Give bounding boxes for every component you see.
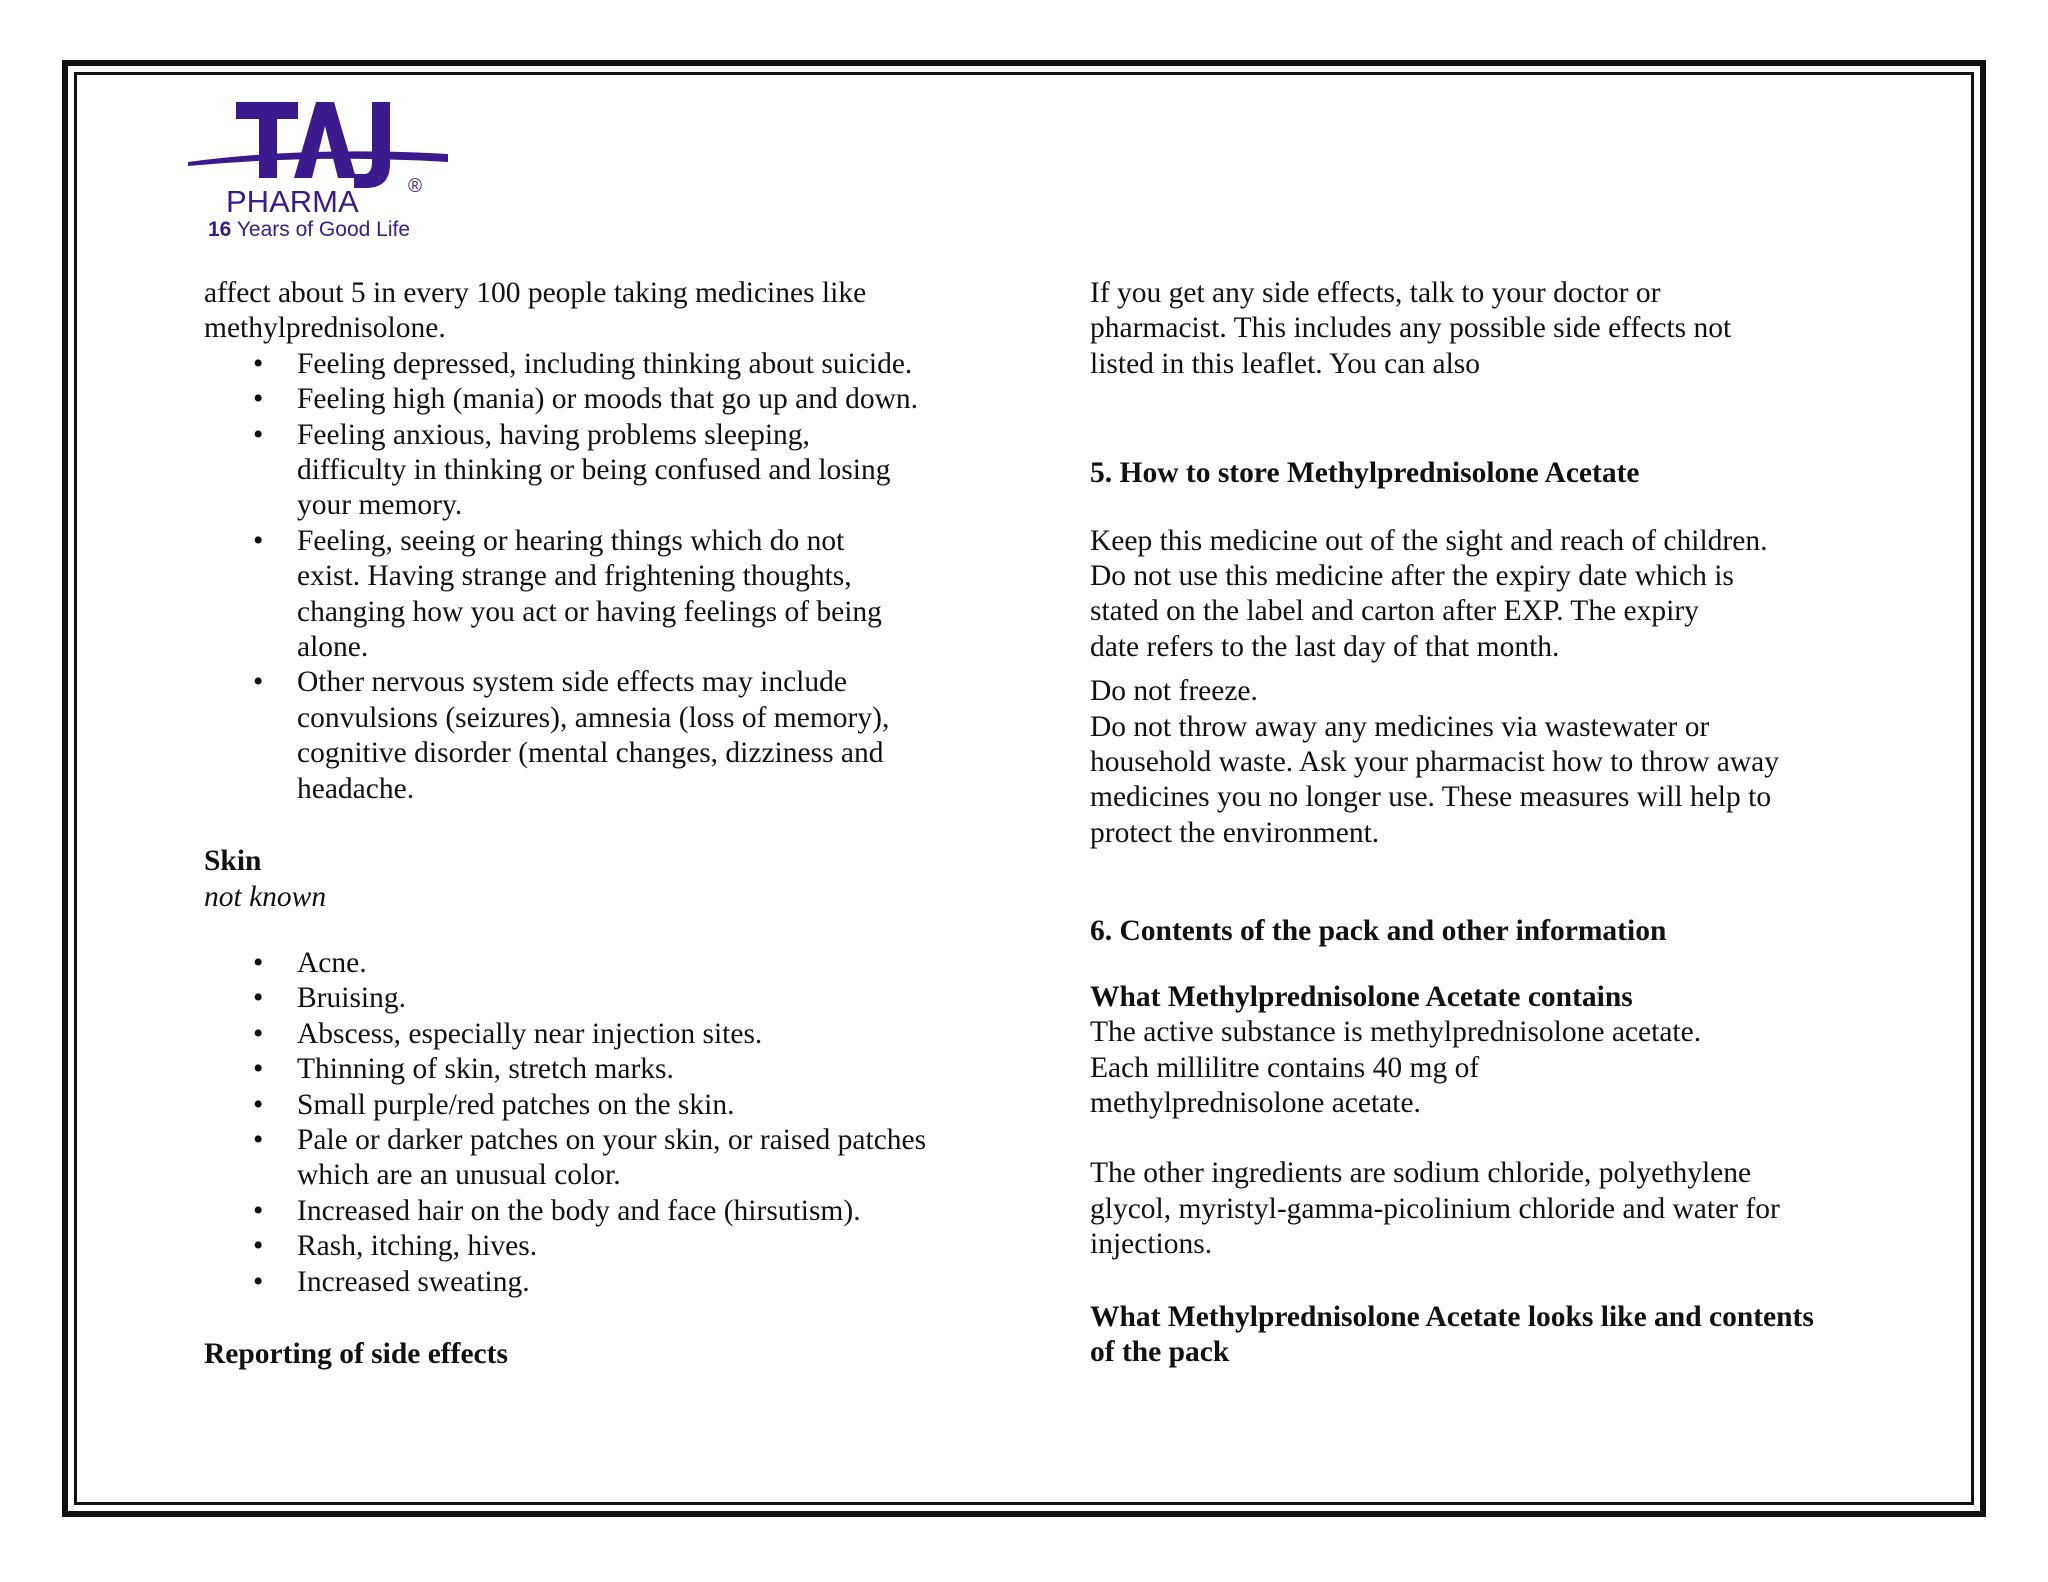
list-item — [204, 1088, 1004, 1123]
list-item — [204, 418, 1004, 524]
disposal-line: household waste. Ask your pharmacist how to throw away — [1090, 746, 1780, 779]
logo-years-text: Years of Good Life — [231, 218, 410, 241]
section-6-heading: 6. Contents of the pack and other information — [1090, 915, 1667, 948]
list-item-text: changing how you act or having feelings of being — [297, 595, 882, 628]
intro-line: methylprednisolone. — [204, 312, 446, 345]
right-column — [1090, 276, 1890, 1370]
list-item-text: exist. Having strange and frightening thoughts, — [297, 560, 852, 593]
intro-line: affect about 5 in every 100 people taking medicines like — [204, 277, 867, 309]
disposal-line: medicines you no longer use. These measures will help to — [1090, 781, 1772, 814]
list-item — [204, 946, 1004, 981]
list-item-text: • Feeling anxious, having problems sleeping, — [297, 418, 810, 451]
list-item-text: Rash, itching, hives. — [297, 1230, 538, 1263]
taj-pharma-logo — [186, 96, 466, 246]
list-item — [204, 981, 1004, 1016]
other-ingredients-paragraph — [1090, 1156, 1890, 1262]
logo-pharma-text: PHARMA — [226, 184, 359, 219]
list-item — [204, 1229, 1004, 1264]
list-item — [204, 1052, 1004, 1087]
list-item — [204, 1265, 1004, 1300]
list-item-text: your memory. — [297, 489, 463, 522]
list-item — [204, 524, 1004, 666]
disposal-paragraph — [1090, 674, 1890, 851]
list-item-text: Abscess, especially near injection sites. — [297, 1017, 763, 1050]
list-item-text: Feeling high (mania) or moods that go up and down. — [297, 383, 919, 416]
list-item — [204, 1017, 1004, 1052]
other-ingredients-line: injections. — [1090, 1228, 1213, 1261]
list-item — [204, 382, 1004, 417]
active-line: The active substance is methylprednisolone acetate. — [1090, 1016, 1702, 1049]
disposal-line: Do not freeze. — [1090, 675, 1258, 708]
list-item-text: cognitive disorder (mental changes, dizziness and — [297, 737, 884, 770]
list-item-text: which are an unusual color. — [297, 1159, 621, 1192]
logo-tagline — [208, 218, 410, 242]
list-item — [204, 1194, 1004, 1229]
list-item-text: Acne. — [297, 946, 367, 979]
reporting-heading: Reporting of side effects — [204, 1337, 508, 1370]
skin-frequency: not known — [204, 880, 327, 913]
intro-line: If you get any side effects, talk to your doctor or — [1090, 277, 1661, 309]
storage-line: date refers to the last day of that month. — [1090, 630, 1560, 663]
skin-side-effects-list — [204, 946, 1004, 1300]
intro-line: listed in this leaflet. You can also — [1090, 347, 1481, 380]
skin-heading: Skin — [204, 845, 262, 878]
list-item-text: • Feeling, seeing or hearing things which do not — [297, 524, 845, 557]
list-item-text: • Other nervous system side effects may include — [297, 666, 847, 699]
list-item-text: convulsions (seizures), amnesia (loss of memory), — [297, 701, 890, 734]
logo-years-number: 16 — [208, 218, 232, 241]
active-line: Each millilitre contains 40 mg of — [1090, 1051, 1480, 1084]
list-item-text: headache. — [297, 772, 415, 805]
storage-line: stated on the label and carton after EXP. The expiry — [1090, 595, 1699, 628]
list-item — [204, 347, 1004, 382]
other-ingredients-line: glycol, myristyl-gamma-picolinium chloride and water for — [1090, 1192, 1780, 1225]
disposal-line: Do not throw away any medicines via wastewater or — [1090, 710, 1710, 743]
storage-line: Keep this medicine out of the sight and reach of children. — [1090, 524, 1768, 557]
looks-like-heading — [1090, 1300, 1890, 1371]
section-5-heading: 5. How to store Methylprednisolone Acetate — [1090, 457, 1640, 490]
registered-mark: ® — [408, 176, 422, 197]
storage-line: Do not use this medicine after the expiry date which is — [1090, 560, 1734, 593]
looks-like-heading-line: of the pack — [1090, 1335, 1230, 1368]
list-item-text: • Pale or darker patches on your skin, or raised patches — [297, 1123, 927, 1156]
list-item-text: difficulty in thinking or being confused and losing — [297, 454, 891, 487]
disposal-line: protect the environment. — [1090, 816, 1380, 849]
list-item-text: Increased hair on the body and face (hirsutism). — [297, 1194, 861, 1227]
looks-like-heading-line: What Methylprednisolone Acetate looks like and contents — [1090, 1300, 1814, 1333]
other-ingredients-line: The other ingredients are sodium chloride, polyethylene — [1090, 1157, 1752, 1190]
list-item-text: Small purple/red patches on the skin. — [297, 1088, 735, 1121]
list-item-text: alone. — [297, 631, 369, 664]
storage-paragraph — [1090, 524, 1890, 666]
list-item-text: Feeling depressed, including thinking about suicide. — [297, 347, 913, 380]
list-item-text: Increased sweating. — [297, 1265, 530, 1298]
active-line: methylprednisolone acetate. — [1090, 1086, 1421, 1119]
left-column — [204, 276, 1004, 1372]
list-item-text: Thinning of skin, stretch marks. — [297, 1053, 674, 1086]
intro-line: pharmacist. This includes any possible side effects not — [1090, 312, 1732, 345]
list-item-text: Bruising. — [297, 982, 406, 1015]
contains-heading: What Methylprednisolone Acetate contains — [1090, 980, 1633, 1013]
list-item — [204, 1123, 1004, 1194]
mental-side-effects-list — [204, 347, 1004, 807]
list-item — [204, 665, 1004, 807]
